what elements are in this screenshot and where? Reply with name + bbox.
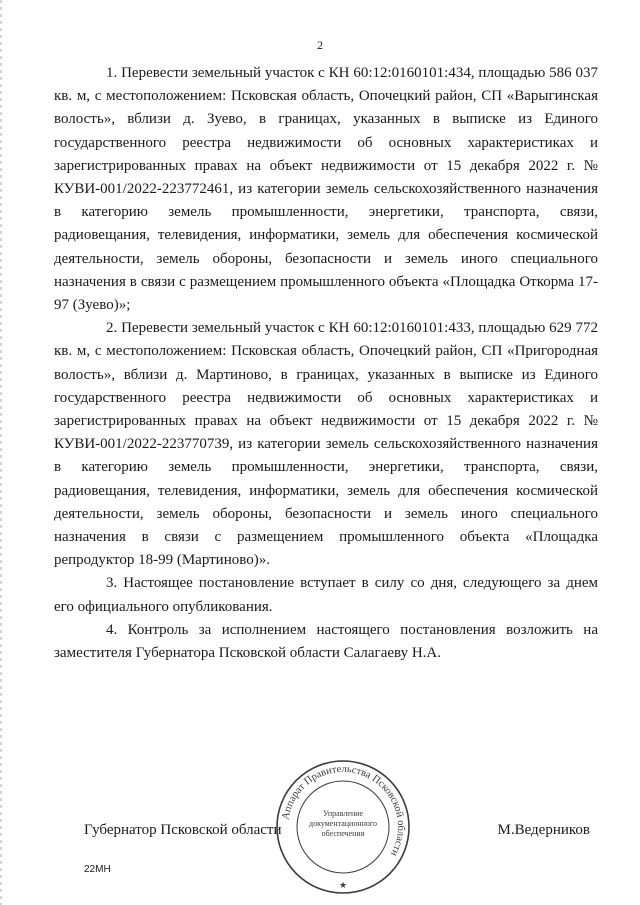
paragraph-4: 4. Контроль за исполнением настоящего постановления возложить на заместителя Губернатора Псковской области Салагаеву Н.А.: [54, 621, 598, 662]
stamp-inner-line-3: обеспечения: [321, 829, 365, 838]
document-code: 22МН: [84, 864, 111, 875]
official-stamp: [274, 758, 412, 896]
stamp-star-icon: ★: [338, 881, 348, 891]
paragraph-1: 1. Перевести земельный участок с КН 60:12:0160101:434, площадью 586 037 кв. м, с местоположением: Псковская область, Опочецкий район, СП «Варыгинская волость», вблизи д. Зуево, в границах, указанных в выписке из Единого государственного реестра недвижимости об основных характеристиках и зарегистрированных правах на объект недвижимости от 15 декабря 2022 г. № КУВИ-001/2022-223772461, из категории земель сельскохозяйственного назначения в категорию земель промышленности, энергетики, транспорта, связи, радиовещания, телевидения, информатики, земель для обеспечения космической деятельности, земель обороны, безопасности и земель иного специального назначения в связи с размещением промышленного объекта «Площадка Откорма 17-97 (Зуево)»;: [54, 65, 598, 314]
signatory-name: М.Ведерников: [497, 822, 590, 838]
paragraph-2: 2. Перевести земельный участок с КН 60:12:0160101:433, площадью 629 772 кв. м, с местоположением: Псковская область, Опочецкий район, СП «Пригородная волость», вблизи д. Мартиново, в границах, указанных в выписке из Единого государственного реестра недвижимости об основных характеристиках и зарегистрированных правах на объект недвижимости от 15 декабря 2022 г. № КУВИ-001/2022-223770739, из категории земель сельскохозяйственного назначения в категорию земель промышленности, энергетики, транспорта, связи, радиовещания, телевидения, информатики, земель для обеспечения космической деятельности, земель обороны, безопасности и земель иного специального назначения в связи с размещением промышленного объекта «Площадка репродуктор 18-99 (Мартиново)».: [54, 320, 598, 569]
page-number: 2: [317, 38, 323, 52]
stamp-inner-line-2: документационного: [309, 819, 377, 828]
document-body: [54, 62, 598, 665]
paragraph-3: 3. Настоящее постановление вступает в силу со дня, следующего за днем его официального опубликования.: [54, 575, 598, 615]
stamp-outer-text: Аппарат Правительства Псковской области: [280, 763, 407, 858]
scan-edge-artifact: [0, 0, 2, 905]
signatory-title: Губернатор Псковской области: [84, 822, 282, 838]
stamp-inner-line-1: Управление: [322, 809, 364, 818]
